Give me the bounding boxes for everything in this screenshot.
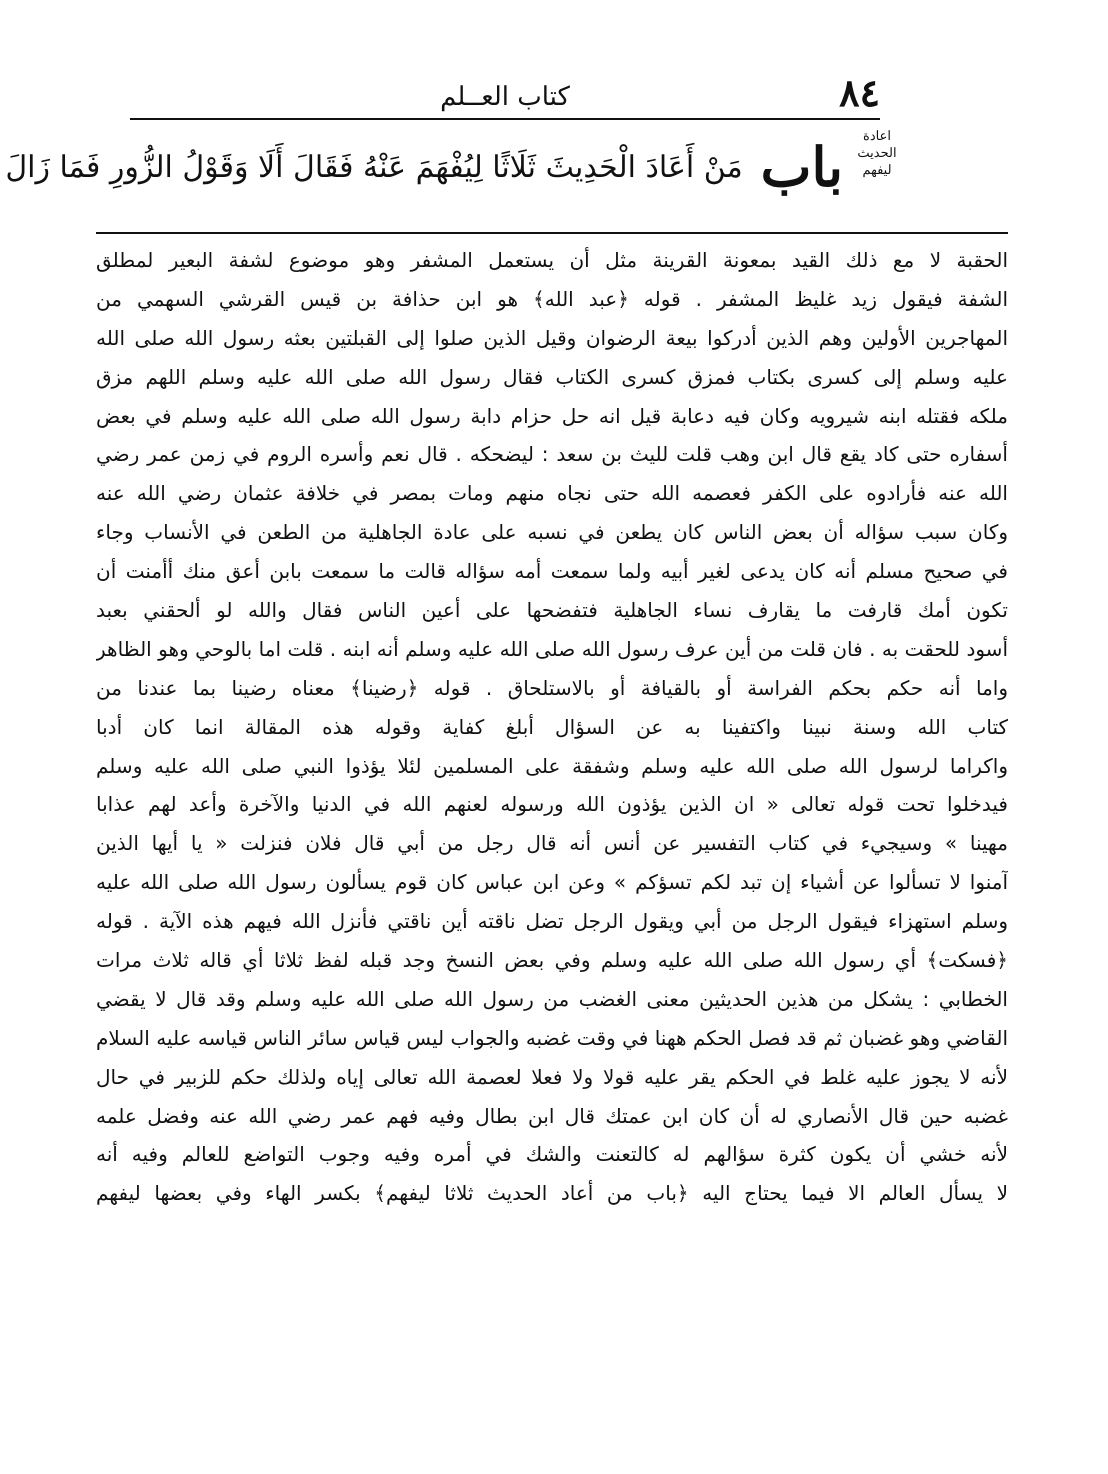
- text-line: وكان سبب سؤاله أن بعض الناس كان يطعن في نسبه على عادة الجاهلية من الطعن في الأنساب وجاء: [96, 520, 1008, 545]
- text-line: آمنوا لا تسألوا عن أشياء إن تبد لكم تسؤكم » وعن ابن عباس كان قوم يسألون رسول الله صلى الله عليه: [96, 870, 1008, 895]
- text-line: واما أنه حكم بحكم الفراسة أو بالقيافة أو بالاستلحاق . قوله ﴿رضينا﴾ معناه رضينا بما عندنا من: [96, 675, 1008, 700]
- page-number: ٨٤: [839, 70, 880, 115]
- text-line: غضبه حين قال الأنصاري له أن كان ابن عمتك قال ابن بطال وفيه فهم عمر رضي الله عنه وفضل علمه: [96, 1103, 1008, 1128]
- text-line: تكون أمك قارفت ما يقارف نساء الجاهلية فتفضحها على أعين الناس فقال والله لو ألحقني بعبد: [96, 598, 1008, 623]
- text-line: المهاجرين الأولين وهم الذين أدركوا بيعة الرضوان وقيل الذين صلوا إلى القبلتين بعثه رسول الله صلى الله: [96, 325, 1008, 350]
- text-line: أسفاره حتى كاد يقع قال ابن وهب قلت لليث بن سعد : ليضحكه . قال نعم وأسره الروم في زمن عمر رضي: [96, 442, 1008, 467]
- running-header: [130, 70, 880, 120]
- text-line: وسلم استهزاء فيقول الرجل من أبي ويقول الرجل تضل ناقته أين ناقتي فأنزل الله فيهم هذه الآية . قوله: [96, 909, 1008, 934]
- text-line: عليه وسلم إلى كسرى بكتاب فمزق كسرى الكتاب فقال رسول الله صلى الله عليه وسلم اللهم مزق: [96, 364, 1008, 389]
- text-line: كتاب الله وسنة نبينا واكتفينا به عن السؤال أبلغ كفاية وقوله هذه المقالة انما كان أدبا: [96, 714, 1008, 739]
- text-line: ملكه فقتله ابنه شيرويه وكان فيه دعابة قيل انه حل حزام دابة رسول الله صلى الله عليه وسلم في بعض: [96, 403, 1008, 428]
- text-line: أسود للحقت به . فان قلت من أين عرف رسول الله صلى الله عليه وسلم أنه ابنه . قلت اما بالوحي وهو الظاهر: [96, 636, 1008, 661]
- text-line: واكراما لرسول الله صلى الله عليه وسلم وشفقة على المسلمين لئلا يؤذوا النبي صلى الله عليه وسلم: [96, 753, 1008, 778]
- chapter-bab-label: باب: [760, 135, 843, 199]
- text-line: لأنه لا يجوز عليه غلط في الحكم يقر عليه قولا ولا فعلا لعصمة الله تعالى إياه ولذلك حكم للزبير في حال: [96, 1064, 1008, 1089]
- text-line: فيدخلوا تحت قوله تعالى « ان الذين يؤذون الله ورسوله لعنهم الله في الدنيا والآخرة وأعد لهم عذابا: [96, 792, 1008, 817]
- margin-note: اعادة الحديث ليفهم: [857, 129, 897, 178]
- chapter-title: مَنْ أَعَادَ الْحَدِيثَ ثَلَاثًا لِيُفْهَمَ عَنْهُ فَقَالَ أَلَا وَقَوْلُ الزُّورِ فَمَا زَالَ: [5, 149, 743, 185]
- text-line: الحقبة لا مع ذلك القيد بمعونة القرينة مثل أن يستعمل المشفر وهو موضوع لشفة البعير لمطلق: [96, 248, 1008, 272]
- text-line: ﴿فسكت﴾ أي رسول الله صلى الله عليه وسلم وفي بعض النسخ وجد قبله لفظ ثلاثا أي قاله ثلاث مرات: [96, 948, 1008, 973]
- heading-rule: [96, 232, 1008, 234]
- text-line: الخطابي : يشكل من هذين الحديثين معنى الغضب من رسول الله صلى الله عليه وسلم وقد قال لا يقضي: [96, 986, 1008, 1011]
- text-line: مهينا » وسيجيء في كتاب التفسير عن أنس أنه قال رجل من أبي قال فلان فنزلت « يا أيها الذين: [96, 831, 1008, 856]
- chapter-heading: [5, 124, 843, 210]
- text-line: الله عنه فأرادوه على الكفر فعصمه الله حتى نجاه منهم ومات بمصر في خلافة عثمان رضي الله عنه: [96, 481, 1008, 506]
- book-title: كتاب العــلم: [440, 82, 570, 112]
- text-line: القاضي وهو غضبان ثم قد فصل الحكم ههنا في وقت غضبه والجواب ليس قياس سائر الناس قياسه عليه السلام: [96, 1025, 1008, 1050]
- text-line: الشفة فيقول زيد غليظ المشفر . قوله ﴿عبد الله﴾ هو ابن حذافة بن قيس القرشي السهمي من: [96, 286, 1008, 311]
- text-line: في صحيح مسلم أنه كان يدعى لغير أبيه ولما سمعت أمه سؤاله قالت ما سمعت بابن أعق منك أأمنت أن: [96, 559, 1008, 584]
- commentary-text: [96, 241, 1008, 1213]
- text-line: لا يسأل العالم الا فيما يحتاج اليه ﴿باب من أعاد الحديث ثلاثا ليفهم﴾ بكسر الهاء وفي بعضها ليفهم: [96, 1181, 1008, 1206]
- text-line: لأنه خشي أن يكون كثرة سؤالهم له كالتعنت والشك في أمره وفيه وجوب التواضع للعالم وفيه أنه: [96, 1142, 1008, 1167]
